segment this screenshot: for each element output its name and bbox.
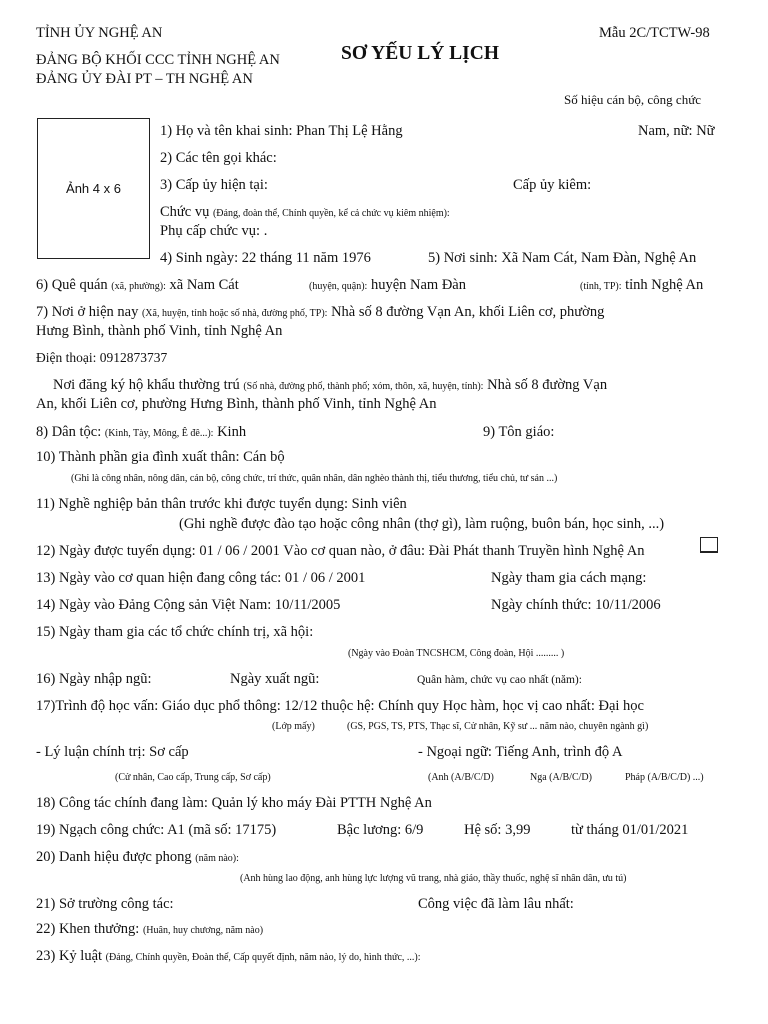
field-discipline <box>36 947 421 967</box>
photo-placeholder <box>37 118 150 259</box>
position-label: Chức vụ <box>160 204 210 220</box>
checkbox-square <box>700 537 718 553</box>
header-party-committee: ĐẢNG ỦY ĐÀI PT – TH NGHỆ AN <box>36 71 253 87</box>
political-org-note: (Ngày vào Đoàn TNCSHCM, Công đoàn, Hội ......... ) <box>348 648 565 659</box>
field-previous-occupation: 11) Nghề nghiệp bản thân trước khi được tuyển dụng: Sinh viên <box>36 496 407 512</box>
ethnicity-note: (Kinh, Tày, Mông, Ê đê...): <box>104 428 214 439</box>
hometown-commune-note: (xã, phường): <box>111 281 166 292</box>
field-hometown-district <box>309 276 466 296</box>
field-household-registration <box>53 376 607 396</box>
field-civil-service-rank: 19) Ngạch công chức: A1 (mã số: 17175) <box>36 822 277 838</box>
residence-continued: Hưng Bình, thành phố Vinh, tỉnh Nghệ An <box>36 323 283 339</box>
household-value: Nhà số 8 đường Vạn <box>487 377 608 393</box>
field-position-allowance: Phụ cấp chức vụ: . <box>160 223 268 239</box>
officer-number-label: Số hiệu cán bộ, công chức <box>564 92 702 107</box>
field-salary-coefficient: Hệ số: 3,99 <box>464 822 531 838</box>
field-religion: 9) Tôn giáo: <box>483 424 555 440</box>
document-title: SƠ YẾU LÝ LỊCH <box>341 43 500 64</box>
field-full-name: 1) Họ và tên khai sinh: Phan Thị Lệ Hằng <box>160 123 403 139</box>
field-longest-job: Công việc đã làm lâu nhất: <box>418 896 574 912</box>
field-other-names: 2) Các tên gọi khác: <box>160 150 277 166</box>
field-revolution-date: Ngày tham gia cách mạng: <box>491 570 647 586</box>
field-agency-start-date: 13) Ngày vào cơ quan hiện đang công tác: 01 / 06 / 2001 <box>36 570 366 586</box>
field-discharge-date: Ngày xuất ngũ: <box>230 671 320 687</box>
field-party-admission-date: 14) Ngày vào Đảng Cộng sản Việt Nam: 10/11/2005 <box>36 597 341 613</box>
hometown-label: 6) Quê quán <box>36 277 108 293</box>
field-gender: Nam, nữ: Nữ <box>638 123 715 139</box>
field-position <box>160 203 450 223</box>
hometown-province-value: tỉnh Nghệ An <box>625 277 704 293</box>
language-note-english: (Anh (A/B/C/D) <box>428 772 494 783</box>
field-current-committee: 3) Cấp ủy hiện tại: <box>160 177 268 193</box>
field-political-theory: - Lý luận chính trị: Sơ cấp <box>36 744 189 760</box>
household-label: Nơi đăng ký hộ khẩu thường trú <box>53 377 240 393</box>
position-note: (Đảng, đoàn thể, Chính quyền, kể cả chức vụ kiêm nhiệm): <box>212 208 450 219</box>
form-code: Mẫu 2C/TCTW-98 <box>599 25 710 41</box>
titles-examples-note: (Anh hùng lao động, anh hùng lực lượng vũ trang, nhà giáo, thầy thuốc, nghệ sĩ nhân dân, ưu tú) <box>240 873 627 884</box>
field-enlistment-date: 16) Ngày nhập ngũ: <box>36 671 152 687</box>
hometown-district-value: huyện Nam Đàn <box>370 277 466 293</box>
family-background-note: (Ghi là công nhân, nông dân, cán bộ, công chức, trí thức, quân nhân, dân nghèo thành thị, tiểu thương, tiểu chủ, tư sản ...) <box>71 473 558 484</box>
header-province: TỈNH ỦY NGHỆ AN <box>36 25 163 41</box>
field-salary-grade: Bậc lương: 6/9 <box>337 822 424 838</box>
field-current-residence <box>36 303 604 323</box>
photo-label: Ảnh 4 x 6 <box>66 181 121 196</box>
field-hometown-commune <box>36 276 239 296</box>
ethnicity-label: 8) Dân tộc: <box>36 424 102 440</box>
hometown-province-note: (tỉnh, TP): <box>580 281 622 292</box>
field-political-org-date: 15) Ngày tham gia các tổ chức chính trị, xã hội: <box>36 624 314 640</box>
field-current-job: 18) Công tác chính đang làm: Quản lý kho máy Đài PTTH Nghệ An <box>36 795 432 811</box>
language-note-french: Pháp (A/B/C/D) ...) <box>625 772 704 783</box>
titles-label: 20) Danh hiệu được phong <box>36 849 192 865</box>
residence-value: Nhà số 8 đường Vạn An, khối Liên cơ, phường <box>331 304 605 320</box>
residence-note: (Xã, huyện, tỉnh hoặc số nhà, đường phố, TP): <box>141 308 328 319</box>
ethnicity-value: Kinh <box>217 424 247 440</box>
hometown-commune-value: xã Nam Cát <box>169 277 239 293</box>
household-note: (Số nhà, đường phố, thành phố; xóm, thôn, xã, huyện, tỉnh): <box>243 381 484 392</box>
field-foreign-language: - Ngoại ngữ: Tiếng Anh, trình độ A <box>418 744 623 760</box>
commendations-note: (Huân, huy chương, năm nào) <box>142 925 264 936</box>
previous-occupation-note: (Ghi nghề được đào tạo hoặc công nhân (thợ gì), làm ruộng, buôn bán, học sinh, ...) <box>179 516 665 532</box>
field-military-rank: Quân hàm, chức vụ cao nhất (năm): <box>417 674 582 686</box>
field-family-background: 10) Thành phần gia đình xuất thân: Cán bộ <box>36 449 285 465</box>
field-titles-awarded <box>36 848 239 868</box>
hometown-district-note: (huyện, quận): <box>309 281 368 292</box>
titles-note: (năm nào): <box>195 853 239 864</box>
field-official-member-date: Ngày chính thức: 10/11/2006 <box>491 597 661 613</box>
discipline-note: (Đảng, Chính quyền, Đoàn thể, Cấp quyết định, năm nào, lý do, hình thức, ...): <box>105 952 421 963</box>
education-grade-note: (Lớp mấy) <box>272 721 315 732</box>
field-salary-from-date: từ tháng 01/01/2021 <box>571 822 689 838</box>
field-work-strengths: 21) Sở trường công tác: <box>36 896 174 912</box>
field-ethnicity <box>36 423 246 443</box>
political-theory-note: (Cử nhân, Cao cấp, Trung cấp, Sơ cấp) <box>115 772 271 783</box>
field-commendations <box>36 920 263 940</box>
field-birth-place: 5) Nơi sinh: Xã Nam Cát, Nam Đàn, Nghệ An <box>428 250 697 266</box>
residence-label: 7) Nơi ở hiện nay <box>36 304 139 320</box>
field-hometown-province <box>580 276 703 296</box>
field-concurrent-committee: Cấp ủy kiêm: <box>513 177 592 193</box>
commendations-label: 22) Khen thưởng: <box>36 921 140 937</box>
header-party-branch: ĐẢNG BỘ KHỐI CCC TỈNH NGHỆ AN <box>36 52 280 68</box>
field-recruitment-date: 12) Ngày được tuyển dụng: 01 / 06 / 2001 Vào cơ quan nào, ở đâu: Đài Phát thanh Truyền hình Nghệ An <box>36 543 645 559</box>
household-continued: An, khối Liên cơ, phường Hưng Bình, thành phố Vinh, tỉnh Nghệ An <box>36 396 437 412</box>
field-phone: Điện thoại: 0912873737 <box>36 350 168 365</box>
field-birth-date: 4) Sinh ngày: 22 tháng 11 năm 1976 <box>160 250 371 266</box>
field-education-level: 17)Trình độ học vấn: Giáo dục phổ thông: 12/12 thuộc hệ: Chính quy Học hàm, học vị cao nhất: Đại học <box>36 698 644 714</box>
discipline-label: 23) Kỷ luật <box>36 948 103 964</box>
language-note-russian: Nga (A/B/C/D) <box>530 772 592 783</box>
academic-degree-note: (GS, PGS, TS, PTS, Thạc sĩ, Cử nhân, Kỹ sư ... năm nào, chuyên ngành gì) <box>347 721 649 732</box>
